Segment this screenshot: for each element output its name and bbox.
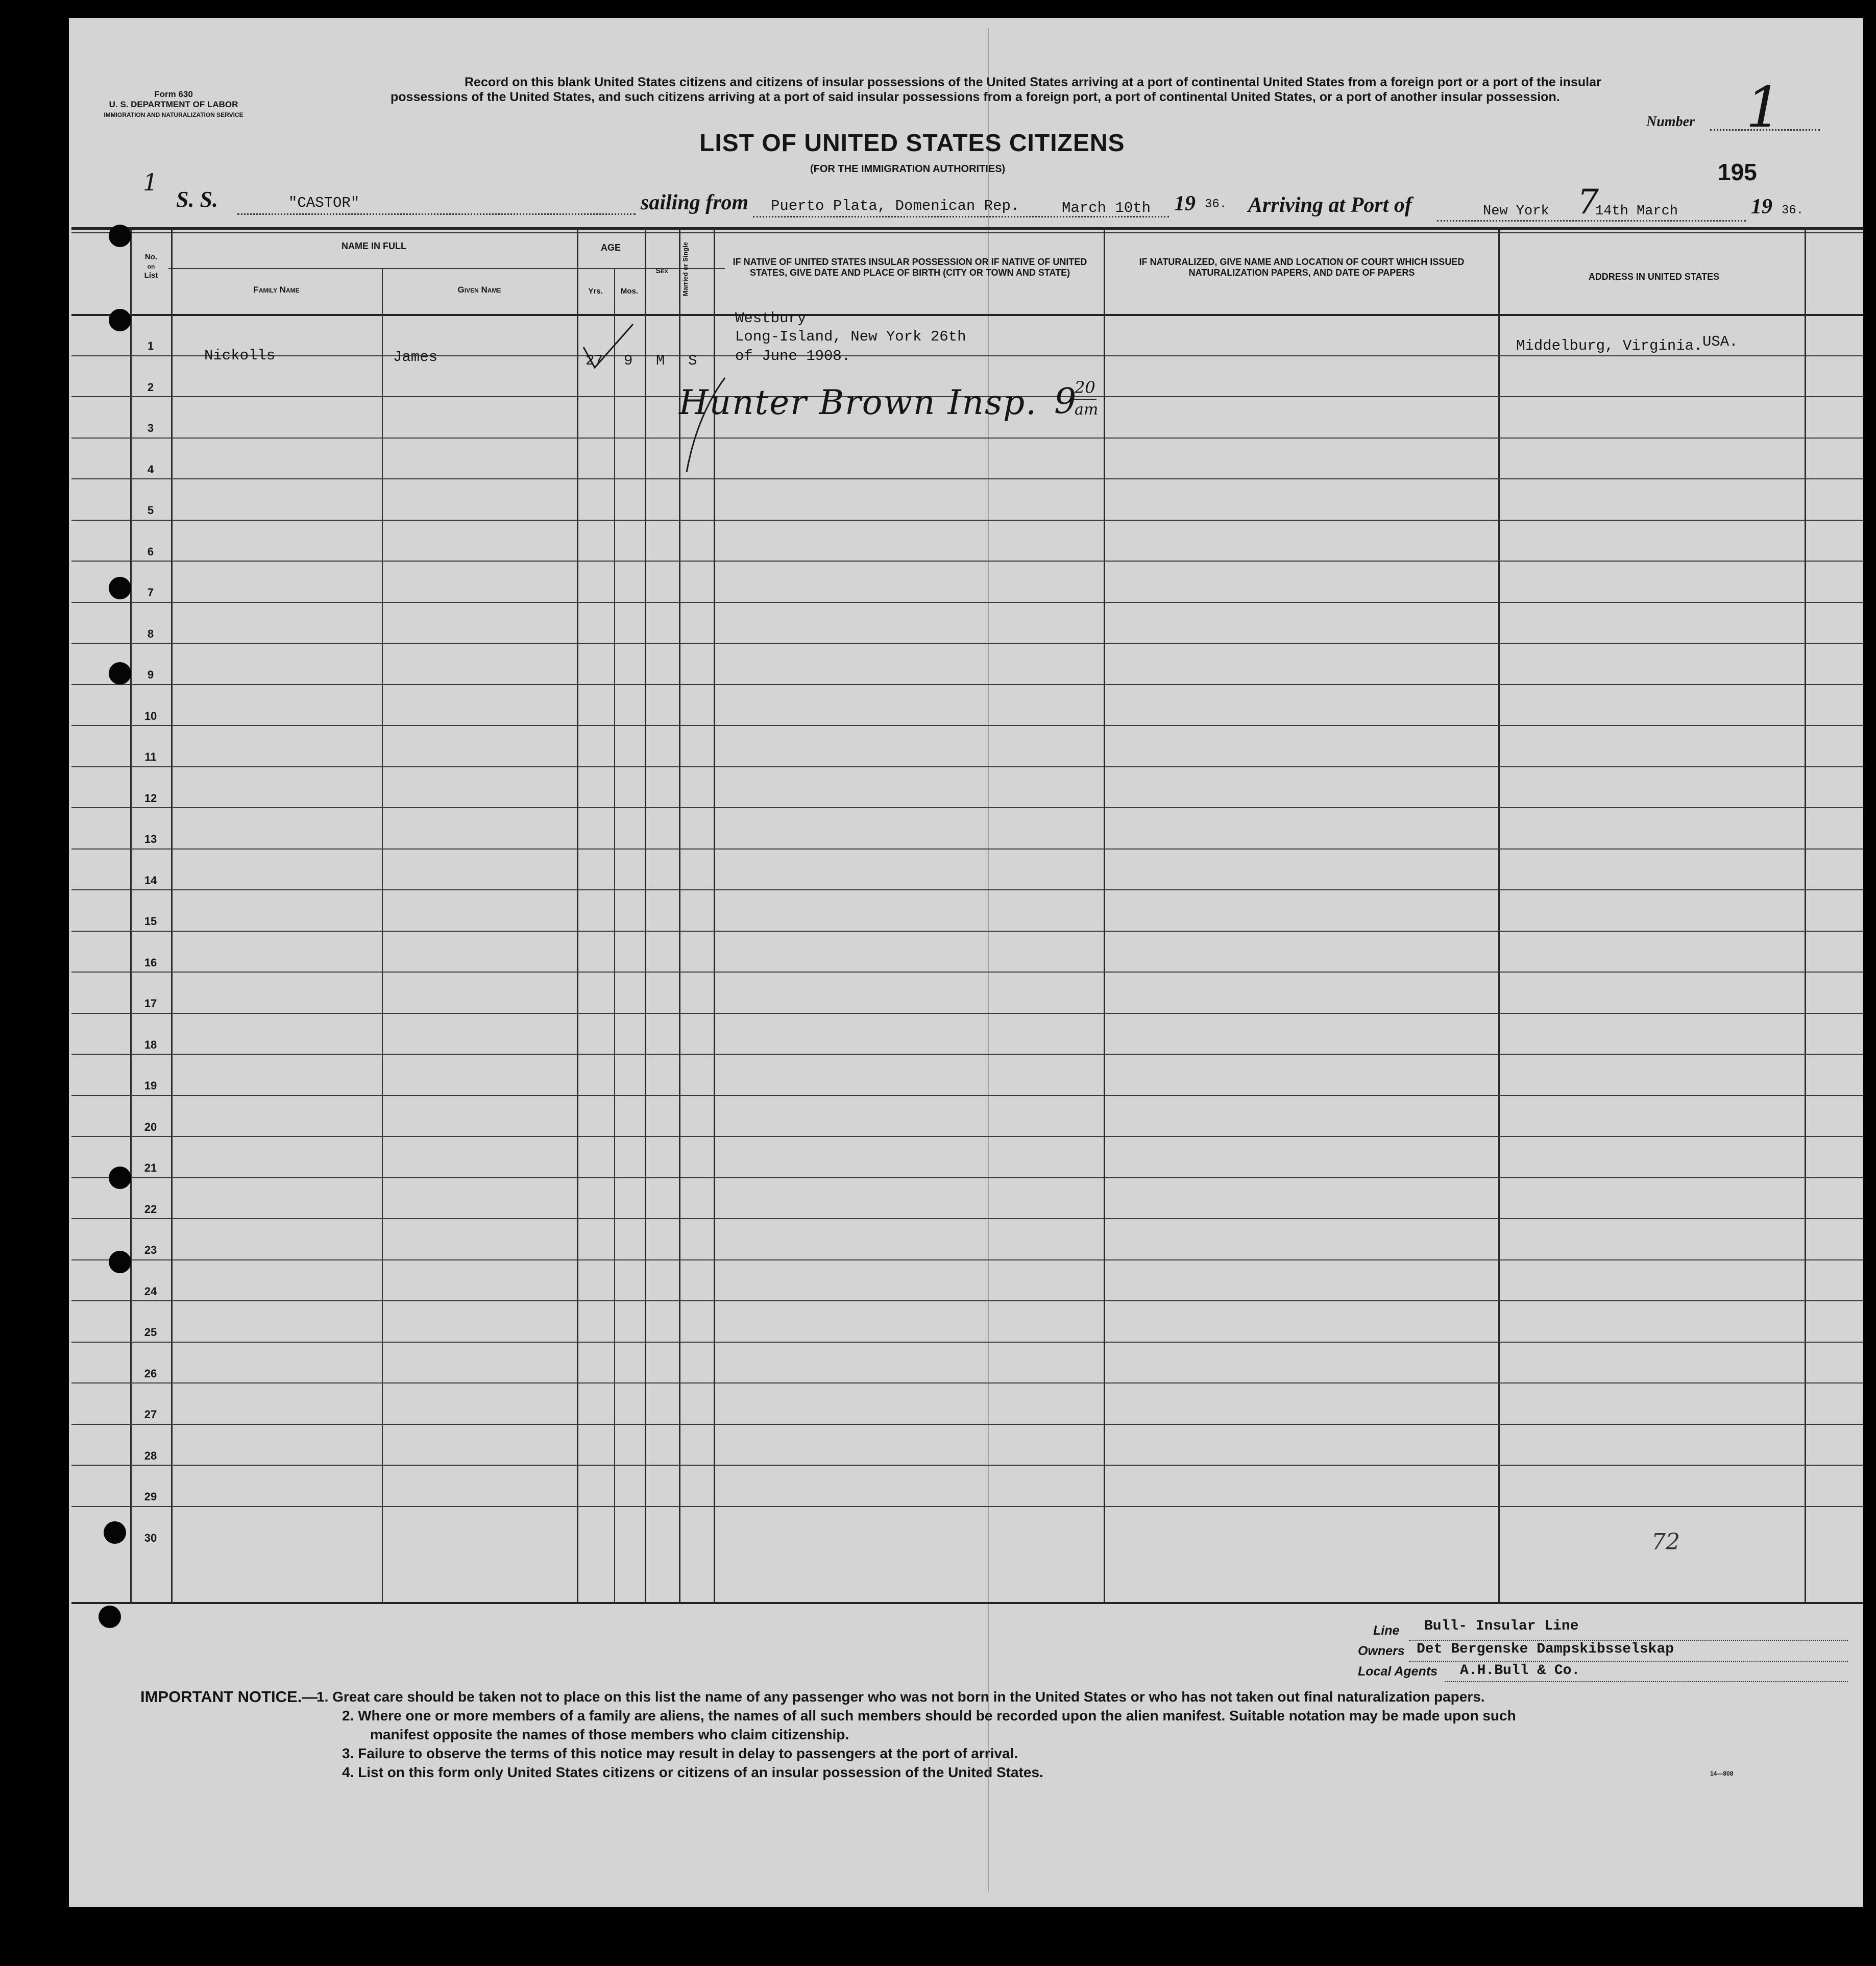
row-number: 5 [147,504,154,517]
header-given-name: Given Name [457,285,501,295]
row-divider [71,684,1863,685]
inspector-signature: Hunter Brown Insp. [679,383,1038,422]
owners-label: Owners [1358,1644,1405,1658]
punch-hole [99,1606,121,1628]
row-number: 18 [144,1038,157,1051]
punch-hole [104,1521,126,1544]
row-divider [71,1218,1863,1219]
row-number: 24 [144,1285,157,1298]
row-divider [71,807,1863,808]
row-divider [71,972,1863,973]
header-sex: Sex [655,266,668,275]
row-number: 23 [144,1244,157,1256]
row-number: 30 [144,1532,157,1544]
arrival-port: New York [1483,204,1549,219]
punch-hole [109,662,131,685]
punch-hole [109,1167,131,1189]
row-divider [71,931,1863,932]
header-age: AGE [600,242,621,253]
passenger-family-name: Nickolls [204,347,276,364]
row-number: 10 [144,710,157,722]
row-number: 4 [147,463,154,476]
header-address: ADDRESS IN UNITED STATES [1588,272,1720,282]
row-divider [71,438,1863,439]
row-number: 16 [144,956,157,969]
row-number: 12 [144,792,157,805]
header-family-name: Family Name [253,285,300,295]
row-number: 26 [144,1367,157,1380]
service-name: IMMIGRATION AND NATURALIZATION SERVICE [104,111,243,118]
local-agents-value: A.H.Bull & Co. [1460,1663,1580,1679]
list-number: 1 [1746,75,1782,140]
notice-heading: IMPORTANT NOTICE.— [140,1688,318,1706]
row-number: 25 [144,1326,157,1339]
notice-2: 2. Where one or more members of a family are aliens, the names of all such members should be recorded upon the alien manifest. Suitable notation may be made upon such [342,1708,1516,1724]
row-number: 9 [147,668,154,681]
row-divider [71,1095,1863,1096]
page-subtitle: (FOR THE IMMIGRATION AUTHORITIES) [810,163,1006,175]
row-number: 20 [144,1121,157,1133]
row-divider [71,1465,1863,1466]
row-number: 13 [144,833,157,845]
inspection-time: 9 [1054,381,1077,422]
sailing-year-prefix: 19 [1174,192,1196,215]
notice-1: 1. Great care should be taken not to place on this list the name of any passenger who was not born in the United States or who has not taken out final naturalization papers. [316,1689,1485,1705]
print-code: 14—808 [1710,1770,1734,1777]
passenger-birth-place-3: of June 1908. [735,348,851,365]
row-number: 7 [147,586,154,599]
row-divider [71,1054,1863,1055]
row-divider [71,1177,1863,1178]
ss-label: S. S. [176,187,218,212]
header-naturalization: IF NATURALIZED, GIVE NAME AND LOCATION OF COURT WHICH ISSUED NATURALIZATION PAPERS, AND DATE OF PAPERS [1139,257,1465,278]
row-divider [71,478,1863,479]
row-number: 11 [144,750,157,763]
arrival-day-handwritten: 7 [1577,182,1599,222]
corner-mark: 1 [143,168,158,196]
row-number: 17 [144,997,157,1010]
header-no-on-list: No. on List [144,253,158,280]
notice-2-continued: manifest opposite the names of those members who claim citizenship. [370,1727,849,1742]
passenger-sex: M [656,352,665,369]
inspection-time-minutes: 20 [1075,378,1095,397]
passenger-age-years: 27 [586,352,603,369]
form-identification [97,89,250,120]
row-divider [71,1424,1863,1425]
notice-3: 3. Failure to observe the terms of this notice may result in delay to passengers at the port of arrival. [342,1745,1018,1761]
page-title: LIST OF UNITED STATES CITIZENS [699,130,1125,157]
line-label: Line [1373,1623,1400,1638]
arrival-date: 14th March [1595,204,1678,219]
header-place-of-birth: IF NATIVE OF UNITED STATES INSULAR POSSESSION OR IF NATIVE OF UNITED STATES, GIVE DATE AND PLACE OF BIRTH (CITY OR TOWN AND STATE) [733,257,1087,278]
number-label: Number [1646,114,1695,130]
row-number: 28 [144,1449,157,1462]
row-number: 2 [147,381,154,394]
punch-hole [109,1251,131,1273]
sailing-from-label: sailing from [641,191,749,214]
page-stamp: 195 [1718,159,1757,185]
row-divider [71,889,1863,890]
sailing-date: March 10th [1062,200,1151,216]
fold-crease [988,28,989,1891]
check-mark [579,319,641,375]
row-divider [71,725,1863,726]
line-value: Bull- Insular Line [1424,1618,1579,1634]
bottom-mark: 72 [1651,1529,1680,1555]
row-number: 19 [144,1079,157,1092]
row-number: 29 [144,1490,157,1503]
row-divider [71,1342,1863,1343]
row-number: 6 [147,545,154,558]
row-divider [71,1382,1863,1384]
row-number: 22 [144,1203,157,1216]
row-divider [71,561,1863,562]
inspection-time-am: am [1075,401,1099,419]
row-number: 1 [147,339,154,352]
row-number: 15 [144,915,157,928]
passenger-marital-status: S [688,352,697,369]
ship-name: "CASTOR" [288,195,360,211]
arrival-year: 36. [1782,204,1804,217]
row-number: 27 [144,1408,157,1421]
header-name-in-full: NAME IN FULL [342,241,406,251]
manifest-page [69,18,1863,1907]
passenger-address-country: USA. [1702,333,1738,350]
row-divider [71,1300,1863,1301]
row-divider [71,355,1863,356]
row-divider [71,1013,1863,1014]
local-agents-label: Local Agents [1358,1664,1438,1679]
row-divider [71,643,1863,644]
owners-value: Det Bergenske Dampskibsselskap [1417,1641,1674,1657]
row-number: 21 [144,1161,157,1174]
header-married-or-single: Married or Single [681,241,689,297]
record-instructions: Record on this blank United States citizens and citizens of insular possessions of the United States arriving at a port of continental United States from a foreign port or a port of the insular possessions of the United States, and such citizens arriving at a port of said insular possessions from a foreign port, a port of continental United States, or a port of another insular possession. [391,75,1601,104]
row-divider [71,520,1863,521]
punch-hole [109,577,131,599]
header-age-months: Mos. [620,287,639,296]
sailing-year: 36. [1205,198,1227,211]
passenger-age-months: 9 [624,352,633,369]
row-number: 14 [144,874,157,887]
passenger-given-name: James [393,349,438,366]
arriving-label: Arriving at Port of [1248,193,1412,217]
punch-hole [109,225,131,247]
passenger-birth-place-2: Long-Island, New York 26th [735,328,966,345]
row-divider [71,1136,1863,1137]
header-age-years: Yrs. [588,287,603,296]
form-number: Form 630 [154,89,193,99]
row-divider [71,602,1863,603]
row-divider [71,1259,1863,1260]
department-name: U. S. DEPARTMENT OF LABOR [109,100,238,109]
sailing-from-port: Puerto Plata, Domenican Rep. [771,198,1020,214]
row-number: 8 [147,627,154,640]
row-divider [71,848,1863,849]
notice-4: 4. List on this form only United States citizens or citizens of an insular possession of the United States. [342,1764,1043,1780]
passenger-address: Middelburg, Virginia. [1516,337,1703,354]
row-number: 3 [147,422,154,434]
row-divider [71,766,1863,767]
arrival-year-prefix: 19 [1751,195,1772,219]
punch-hole [109,309,131,331]
row-divider [71,1506,1863,1507]
passenger-birth-place-1: Westbury [735,310,807,327]
